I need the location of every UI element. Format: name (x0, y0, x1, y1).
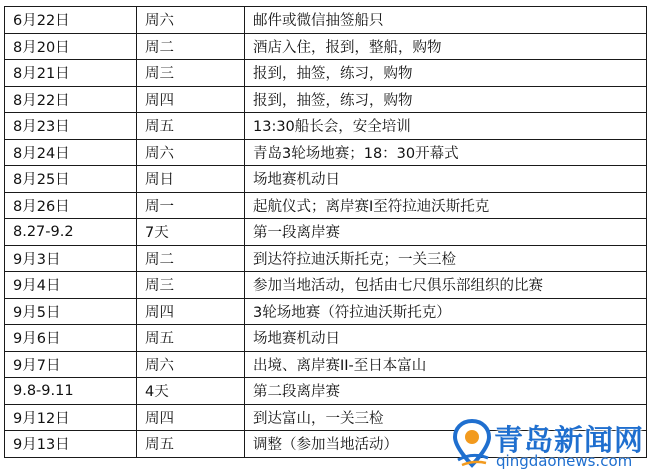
day-cell: 周一 (137, 192, 245, 219)
table-row (5, 139, 647, 166)
date-cell: 8月24日 (5, 139, 137, 166)
day-cell: 周五 (137, 325, 245, 352)
table-row (5, 33, 647, 60)
activity-cell: 13:30船长会，安全培训 (245, 113, 647, 140)
activity-cell: 场地赛机动日 (245, 166, 647, 193)
day-cell: 周三 (137, 272, 245, 299)
activity-cell: 青岛3轮场地赛；18：30开幕式 (245, 139, 647, 166)
activity-cell: 邮件或微信抽签船只 (245, 7, 647, 34)
activity-cell: 到达符拉迪沃斯托克；一关三检 (245, 245, 647, 272)
date-cell: 8月25日 (5, 166, 137, 193)
date-cell: 9.8-9.11 (5, 378, 137, 405)
day-cell: 周四 (137, 86, 245, 113)
activity-cell: 第一段离岸赛 (245, 219, 647, 246)
table-row (5, 325, 647, 352)
activity-cell: 起航仪式；离岸赛I至符拉迪沃斯托克 (245, 192, 647, 219)
table-row (5, 166, 647, 193)
date-cell: 9月3日 (5, 245, 137, 272)
day-cell: 周四 (137, 298, 245, 325)
watermark-url: qingdaonews.com (496, 452, 633, 470)
day-cell: 周五 (137, 431, 245, 458)
watermark-title: 青岛新闻网 (494, 423, 645, 457)
table-row (5, 378, 647, 405)
date-cell: 9月4日 (5, 272, 137, 299)
day-cell: 周日 (137, 166, 245, 193)
activity-cell: 参加当地活动，包括由七尺俱乐部组织的比赛 (245, 272, 647, 299)
schedule-table (4, 6, 647, 458)
date-cell: 8月23日 (5, 113, 137, 140)
activity-cell: 报到，抽签，练习，购物 (245, 86, 647, 113)
date-cell: 8月26日 (5, 192, 137, 219)
day-cell: 周二 (137, 33, 245, 60)
table-row (5, 60, 647, 87)
table-row (5, 298, 647, 325)
day-cell: 7天 (137, 219, 245, 246)
activity-cell: 出境、离岸赛II-至日本富山 (245, 351, 647, 378)
date-cell: 9月5日 (5, 298, 137, 325)
location-pin-logo-icon (450, 418, 494, 470)
table-row (5, 272, 647, 299)
day-cell: 4天 (137, 378, 245, 405)
date-cell: 9月7日 (5, 351, 137, 378)
date-cell: 8月22日 (5, 86, 137, 113)
activity-cell: 3轮场地赛（符拉迪沃斯托克） (245, 298, 647, 325)
day-cell: 周二 (137, 245, 245, 272)
activity-cell: 调整（参加当地活动） (245, 431, 647, 458)
table-row (5, 86, 647, 113)
table-row (5, 219, 647, 246)
date-cell: 8月21日 (5, 60, 137, 87)
date-cell: 9月12日 (5, 404, 137, 431)
date-cell: 9月13日 (5, 431, 137, 458)
day-cell: 周五 (137, 113, 245, 140)
table-row (5, 113, 647, 140)
activity-cell: 报到，抽签，练习，购物 (245, 60, 647, 87)
day-cell: 周六 (137, 139, 245, 166)
date-cell: 8月20日 (5, 33, 137, 60)
schedule-table-body (5, 7, 647, 458)
date-cell: 8.27-9.2 (5, 219, 137, 246)
date-cell: 9月6日 (5, 325, 137, 352)
activity-cell: 场地赛机动日 (245, 325, 647, 352)
activity-cell: 第二段离岸赛 (245, 378, 647, 405)
day-cell: 周六 (137, 7, 245, 34)
day-cell: 周六 (137, 351, 245, 378)
watermark (440, 412, 650, 475)
activity-cell: 到达富山，一关三检 (245, 404, 647, 431)
activity-cell: 酒店入住，报到，整船，购物 (245, 33, 647, 60)
day-cell: 周四 (137, 404, 245, 431)
table-row (5, 245, 647, 272)
date-cell: 6月22日 (5, 7, 137, 34)
day-cell: 周三 (137, 60, 245, 87)
table-row (5, 7, 647, 34)
table-row (5, 192, 647, 219)
table-row (5, 351, 647, 378)
